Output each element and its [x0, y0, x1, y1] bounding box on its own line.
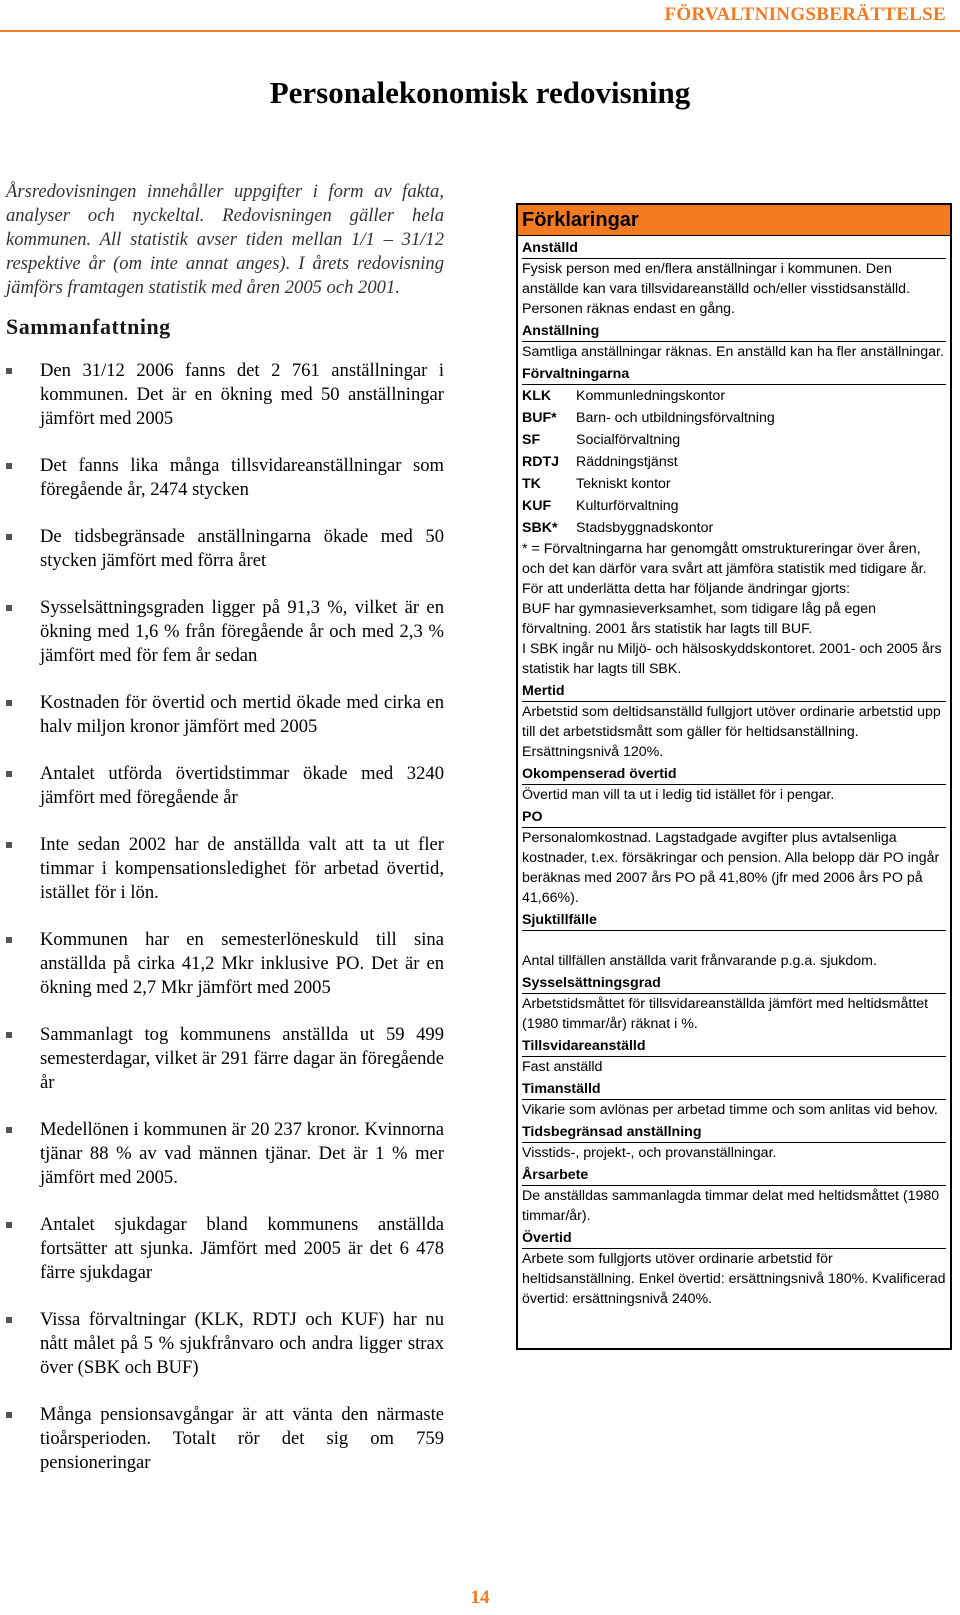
- glossary-term: Okompenserad övertid: [522, 766, 677, 782]
- bullet-text: Många pensionsavgångar är att vänta den närmaste tioårsperioden. Totalt rör det sig om 759 pensioneringar: [40, 1404, 444, 1473]
- summary-bullet: [6, 1118, 444, 1190]
- glossary-definition: Fysisk person med en/flera anställningar i kommunen. Den anställde kan vara tillsvidareanställd och/eller visstidsanställd. Personen räknas endast en gång.: [522, 258, 946, 319]
- glossary-term: Tillsvidareanställd: [522, 1038, 646, 1054]
- abbreviation-code: KUF: [522, 498, 552, 514]
- summary-bullet: [6, 928, 444, 1000]
- summary-heading: Sammanfattning: [6, 314, 171, 339]
- glossary-definition-text: Antal tillfällen anställda varit frånvarande p.g.a. sjukdom.: [522, 953, 877, 969]
- bullet-marker-icon: [6, 1222, 12, 1228]
- summary-bullet: [6, 1213, 444, 1285]
- glossary-definition: Övertid man vill ta ut i ledig tid istället för i pengar.: [522, 784, 946, 805]
- glossary-term: Sjuktillfälle: [522, 912, 597, 928]
- summary-list: [6, 359, 444, 1475]
- header-divider: [0, 30, 960, 32]
- abbreviation-name: Barn- och utbildningsförvaltning: [576, 410, 775, 426]
- glossary-title: Förklaringar: [518, 205, 950, 236]
- bullet-text: Inte sedan 2002 har de anställda valt att ta ut fler timmar i kompensationsledighet för arbetad övertid, istället för i lön.: [40, 834, 444, 903]
- page-title: Personalekonomisk redovisning: [269, 75, 691, 110]
- bullet-marker-icon: [6, 842, 12, 848]
- spacer: [522, 931, 946, 951]
- glossary-term: Mertid: [522, 683, 565, 699]
- abbreviation-row: [522, 385, 946, 407]
- abbreviation-name: Räddningstjänst: [576, 454, 678, 470]
- summary-bullet: [6, 596, 444, 668]
- section-header: [0, 4, 960, 26]
- summary-bullet: [6, 454, 444, 502]
- glossary-definition: Vikarie som avlönas per arbetad timme och som anlitas vid behov.: [522, 1099, 946, 1120]
- glossary-definition: Visstids-, projekt-, och provanställningar.: [522, 1142, 946, 1163]
- page-number: 14: [470, 1587, 490, 1608]
- bullet-marker-icon: [6, 700, 12, 706]
- glossary-term: Tidsbegränsad anställning: [522, 1124, 702, 1140]
- bullet-marker-icon: [6, 605, 12, 611]
- summary-bullet: [6, 833, 444, 905]
- abbreviation-row: [522, 451, 946, 473]
- abbreviation-code: KLK: [522, 388, 552, 404]
- bullet-text: Sammanlagt tog kommunens anställda ut 59 499 semesterdagar, vilket är 291 färre dagar än föregående år: [40, 1024, 444, 1093]
- summary-bullet: [6, 359, 444, 431]
- bullet-marker-icon: [6, 368, 12, 374]
- glossary-term: Årsarbete: [522, 1167, 589, 1183]
- abbreviation-code: RDTJ: [522, 454, 560, 470]
- bullet-text: Vissa förvaltningar (KLK, RDTJ och KUF) har nu nått målet på 5 % sjukfrånvaro och andra ligger strax över (SBK och BUF): [40, 1309, 444, 1378]
- bullet-text: Antalet utförda övertidstimmar ökade med 3240 jämfört med föregående år: [40, 763, 444, 808]
- bullet-marker-icon: [6, 1412, 12, 1418]
- glossary-body: [518, 238, 950, 1309]
- abbreviation-row: [522, 517, 946, 539]
- glossary-term: Övertid: [522, 1230, 572, 1246]
- abbreviation-code: SF: [522, 432, 541, 448]
- abbreviation-name: Kulturförvaltning: [576, 498, 679, 514]
- abbreviation-code: SBK*: [522, 520, 558, 536]
- glossary-definition: Arbetstidsmåttet för tillsvidareanställda jämfört med heltidsmåttet (1980 timmar/år) räknat i %.: [522, 993, 946, 1034]
- abbreviation-name: Stadsbyggnadskontor: [576, 520, 714, 536]
- glossary-term: Anställd: [522, 240, 578, 256]
- abbreviation-code: BUF*: [522, 410, 557, 426]
- glossary-term: Timanställd: [522, 1081, 601, 1097]
- abbreviation-row: [522, 429, 946, 451]
- summary-bullet: [6, 1023, 444, 1095]
- summary-bullet: [6, 762, 444, 810]
- section-header-text: FÖRVALTNINGSBERÄTTELSE: [664, 4, 946, 25]
- bullet-text: Kommunen har en semesterlöneskuld till sina anställda på cirka 41,2 Mkr inklusive PO. Det är en ökning med 2,7 Mkr jämfört med 2005: [40, 929, 444, 998]
- abbreviation-list: [522, 384, 946, 679]
- abbreviation-code: TK: [522, 476, 541, 492]
- bullet-marker-icon: [6, 1032, 12, 1038]
- summary-bullet: [6, 1403, 444, 1475]
- glossary-definition: Personalomkostnad. Lagstadgade avgifter plus avtalsenliga kostnader, t.ex. försäkringar och pension. Alla belopp där PO ingår beräknas med 2007 års PO på 41,80% (jfr med 2006 års PO på 41,66%).: [522, 827, 946, 908]
- bullet-text: Kostnaden för övertid och mertid ökade med cirka en halv miljon kronor jämfört med 2005: [40, 692, 444, 737]
- bullet-marker-icon: [6, 1317, 12, 1323]
- abbreviation-row: [522, 407, 946, 429]
- abbreviation-row: [522, 495, 946, 517]
- bullet-marker-icon: [6, 771, 12, 777]
- bullet-marker-icon: [6, 1127, 12, 1133]
- bullet-text: Det fanns lika många tillsvidareanställningar som föregående år, 2474 stycken: [40, 455, 444, 500]
- abbreviation-name: Socialförvaltning: [576, 432, 681, 448]
- abbreviation-name: Tekniskt kontor: [576, 476, 671, 492]
- glossary-note: * = Förvaltningarna har genomgått omstruktureringar över åren, och det kan därför vara svårt att jämföra statistik med tidigare år. För att underlätta detta har följande ändringar gjorts:: [522, 541, 927, 597]
- abbreviation-row: [522, 473, 946, 495]
- glossary-box: [516, 203, 952, 1350]
- bullet-text: De tidsbegränsade anställningarna ökade med 50 stycken jämfört med förra året: [40, 526, 444, 571]
- bullet-text: Antalet sjukdagar bland kommunens anställda fortsätter att sjunka. Jämfört med 2005 är det 6 478 färre sjukdagar: [40, 1214, 444, 1283]
- bullet-marker-icon: [6, 937, 12, 943]
- glossary-term: Förvaltningarna: [522, 366, 630, 382]
- glossary-definition: Fast anställd: [522, 1056, 946, 1077]
- bullet-text: Den 31/12 2006 fanns det 2 761 anställningar i kommunen. Det är en ökning med 50 anställningar jämfört med 2005: [40, 360, 444, 429]
- glossary-definition: Samtliga anställningar räknas. En anställd kan ha fler anställningar.: [522, 341, 946, 362]
- glossary-definition: [522, 930, 946, 971]
- bullet-marker-icon: [6, 534, 12, 540]
- glossary-definition: Arbete som fullgjorts utöver ordinarie arbetstid för heltidsanställning. Enkel övertid: ersättningsnivå 180%. Kvalificerad övertid: ersättningsnivå 240%.: [522, 1248, 946, 1309]
- summary-bullet: [6, 1308, 444, 1380]
- glossary-term: Sysselsättningsgrad: [522, 975, 661, 991]
- left-column: [6, 180, 444, 1498]
- glossary-definition: De anställdas sammanlagda timmar delat med heltidsmåttet (1980 timmar/år).: [522, 1185, 946, 1226]
- summary-bullet: [6, 691, 444, 739]
- glossary-definition: Arbetstid som deltidsanställd fullgjort utöver ordinarie arbetstid upp till det arbetstidsmått som gäller för heltidsanställning. Ersättningsnivå 120%.: [522, 701, 946, 762]
- glossary-term: PO: [522, 809, 543, 825]
- glossary-note: I SBK ingår nu Miljö- och hälsoskyddskontoret. 2001- och 2005 års statistik har lagts till SBK.: [522, 641, 942, 677]
- summary-bullet: [6, 525, 444, 573]
- glossary-term: Anställning: [522, 323, 600, 339]
- abbreviation-name: Kommunledningskontor: [576, 388, 726, 404]
- bullet-text: Sysselsättningsgraden ligger på 91,3 %, vilket är en ökning med 1,6 % från föregående år och med 2,3 % jämfört med för fem år sedan: [40, 597, 444, 666]
- intro-paragraph: Årsredovisningen innehåller uppgifter i form av fakta, analyser och nyckeltal. Redovisningen gäller hela kommunen. All statistik avser tiden mellan 1/1 – 31/12 respektive år (om inte annat anges). I årets redovisning jämförs framtagen statistik med åren 2005 och 2001.: [6, 181, 444, 298]
- bullet-text: Medellönen i kommunen är 20 237 kronor. Kvinnorna tjänar 88 % av vad männen tjänar. Det är 1 % mer jämfört med 2005.: [40, 1119, 444, 1188]
- bullet-marker-icon: [6, 463, 12, 469]
- glossary-note: BUF har gymnasieverksamhet, som tidigare låg på egen förvaltning. 2001 års statistik har lagts till BUF.: [522, 601, 877, 637]
